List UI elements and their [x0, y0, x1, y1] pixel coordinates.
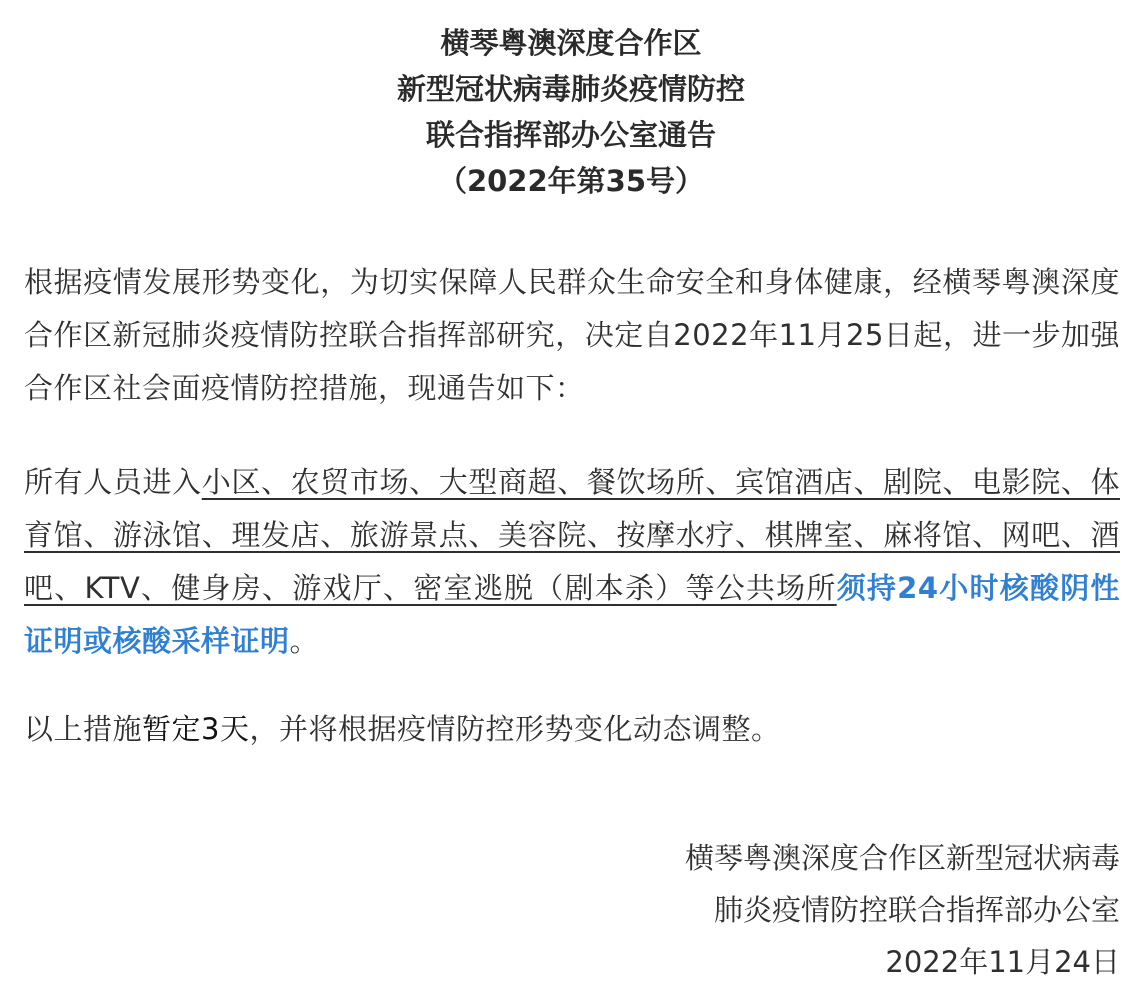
requirement-highlight: 须持24小时核酸阴性证明或核酸采样证明 — [24, 571, 1121, 658]
notice-title — [0, 20, 1142, 204]
venues-paragraph — [24, 456, 1120, 668]
title-line-3: 联合指挥部办公室通告 — [425, 118, 716, 152]
signature-date: 2022年11月24日 — [885, 945, 1120, 979]
venues-list: 小区、农贸市场、大型商超、餐饮场所、宾馆酒店、剧院、电影院、体育馆、游泳馆、理发店、旅游景点、美容院、按摩水疗、棋牌室、麻将馆、网吧、酒吧、KTV、健身房、游戏厅、密室逃脱（剧本杀）等公共场所 — [24, 465, 1120, 605]
signature-line-2: 肺炎疫情防控联合指挥部办公室 — [713, 893, 1120, 927]
intro-paragraph: 根据疫情发展形势变化，为切实保障人民群众生命安全和身体健康，经横琴粤澳深度合作区新冠肺炎疫情防控联合指挥部研究，决定自2022年11月25日起，进一步加强合作区社会面疫情防控措施，现通告如下： — [24, 265, 1120, 405]
signature-block — [685, 832, 1120, 988]
duration-prefix: 以上措施 — [24, 712, 143, 746]
venues-prefix: 所有人员进入 — [24, 465, 202, 499]
venues-suffix: 。 — [289, 624, 320, 658]
duration-suffix: ，并将根据疫情防控形势变化动态调整。 — [249, 712, 781, 746]
duration-emphasis: 暂定3天 — [142, 712, 250, 746]
title-line-2: 新型冠状病毒肺炎疫情防控 — [396, 72, 745, 106]
duration-paragraph — [24, 703, 1120, 756]
title-line-1: 横琴粤澳深度合作区 — [440, 26, 702, 60]
signature-line-1: 横琴粤澳深度合作区新型冠状病毒 — [684, 841, 1120, 875]
notice-number: （2022年第35号） — [437, 164, 705, 198]
